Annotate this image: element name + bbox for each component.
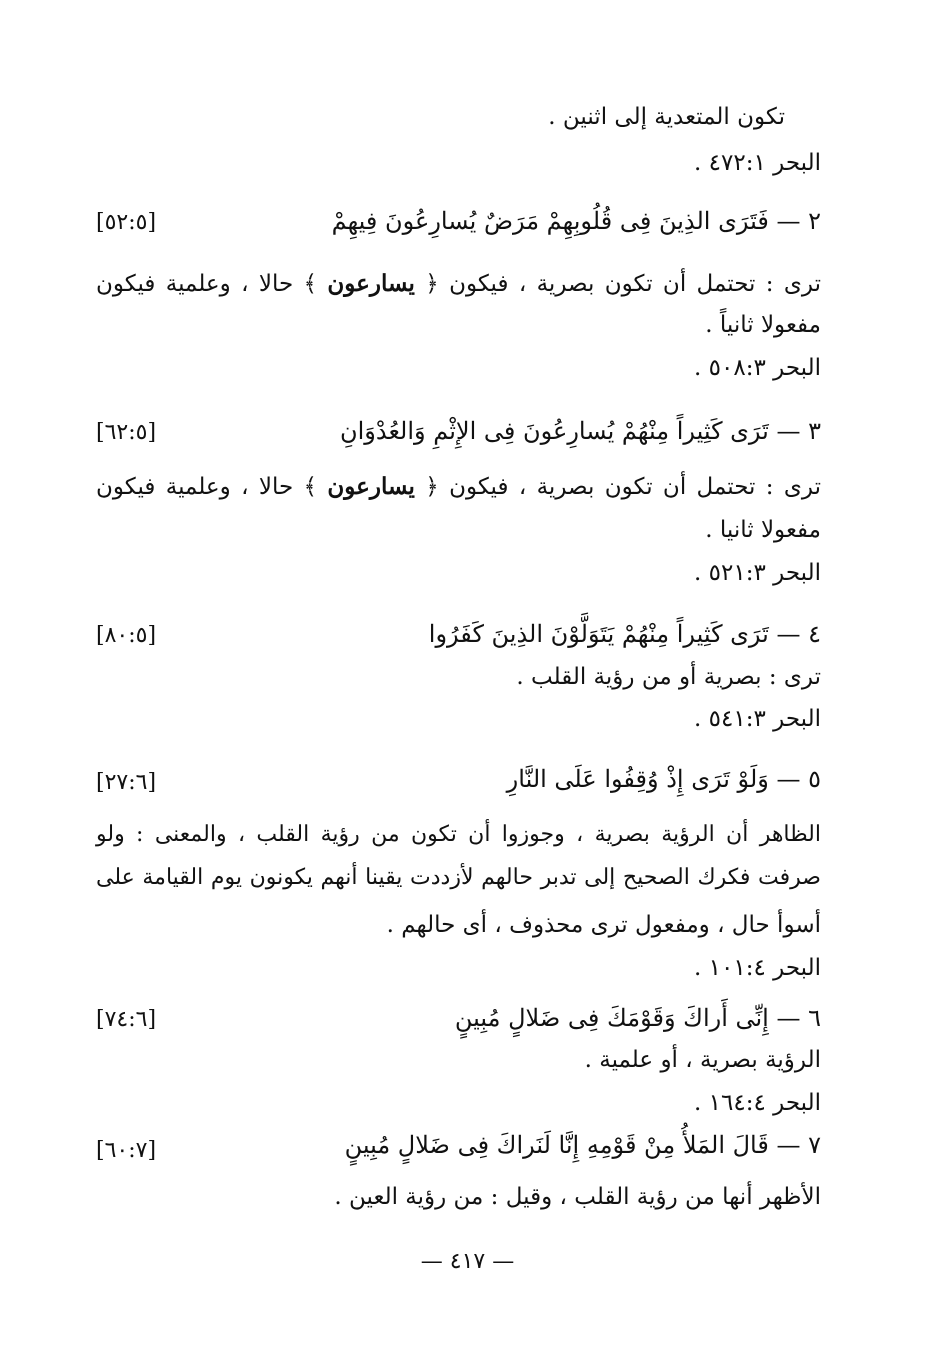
- source-citation: البحر ١٠١:٤ .: [694, 955, 821, 981]
- commentary-text: ترى : تحتمل أن تكون بصرية ، فيكون ﴿: [425, 271, 821, 297]
- commentary-line: الرؤية بصرية ، أو علمية .: [584, 1047, 821, 1073]
- commentary-line: الأظهر أنها من رؤية القلب ، وقيل : من رؤية العين .: [334, 1184, 821, 1210]
- source-citation: البحر ٥٠٨:٣ .: [694, 355, 821, 381]
- verse-line: ٦ — إِنِّى أَراكَ وَقَوْمَكَ فِى ضَلالٍ مُبِينٍ: [454, 1004, 821, 1032]
- commentary-line: [96, 467, 821, 507]
- keyword-highlight: يسارعون: [327, 270, 415, 297]
- source-citation: البحر ٥٤١:٣ .: [694, 706, 821, 732]
- verse-line: ٢ — فَتَرَى الذِينَ فِى قُلُوبِهِمْ مَرَضٌ يُسارِعُونَ فِيهِمْ: [331, 207, 821, 235]
- commentary-text: ترى : تحتمل أن تكون بصرية ، فيكون ﴿: [425, 474, 821, 500]
- verse-reference: [٢٧:٦]: [96, 770, 157, 795]
- verse-reference: [٧٤:٦]: [96, 1007, 157, 1032]
- source-citation: البحر ٤٧٢:١ .: [694, 150, 821, 176]
- verse-line: ٤ — تَرَى كَثِيراً مِنْهُمْ يَتَوَلَّوْنَ الذِينَ كَفَرُوا: [428, 620, 821, 648]
- commentary-line: ترى : بصرية أو من رؤية القلب .: [516, 664, 821, 690]
- verse-line: ٧ — قَالَ المَلأُ مِنْ قَوْمِهِ إِنَّا لَنَراكَ فِى ضَلالٍ مُبِينٍ: [344, 1131, 821, 1159]
- commentary-line: أسوأ حال ، ومفعول ترى محذوف ، أى حالهم .: [386, 912, 821, 938]
- keyword-highlight: يسارعون: [327, 473, 415, 500]
- verse-reference: [٨٠:٥]: [96, 623, 157, 648]
- commentary-line: الظاهر أن الرؤية بصرية ، وجوزوا أن تكون من رؤية القلب ، والمعنى : ولو: [96, 822, 821, 847]
- source-citation: البحر ٥٢١:٣ .: [694, 560, 821, 586]
- verse-line: ٥ — وَلَوْ تَرَى إِذْ وُقِفُوا عَلَى النَّارِ: [506, 765, 821, 793]
- commentary-line: صرفت فكرك الصحيح إلى تدبر حالهم لأزددت يقينا أنهم يكونون يوم القيامة على: [96, 865, 821, 890]
- commentary-line: مفعولا ثانيا .: [705, 517, 821, 543]
- commentary-text: ﴾ حالا ، وعلمية فيكون: [96, 474, 318, 500]
- verse-reference: [٥٢:٥]: [96, 210, 157, 235]
- page-number: — ٤١٧ —: [420, 1249, 515, 1274]
- source-citation: البحر ١٦٤:٤ .: [694, 1090, 821, 1116]
- verse-reference: [٦٠:٧]: [96, 1138, 157, 1163]
- commentary-line: [96, 264, 821, 304]
- continuation-line: تكون المتعدية إلى اثنين .: [548, 104, 785, 130]
- commentary-text: ﴾ حالا ، وعلمية فيكون: [96, 271, 318, 297]
- verse-line: ٣ — تَرَى كَثِيراً مِنْهُمْ يُسارِعُونَ فِى الإِثْمِ وَالعُدْوَانِ: [339, 417, 821, 445]
- commentary-line: مفعولا ثانياً .: [705, 312, 821, 338]
- verse-reference: [٦٢:٥]: [96, 420, 157, 445]
